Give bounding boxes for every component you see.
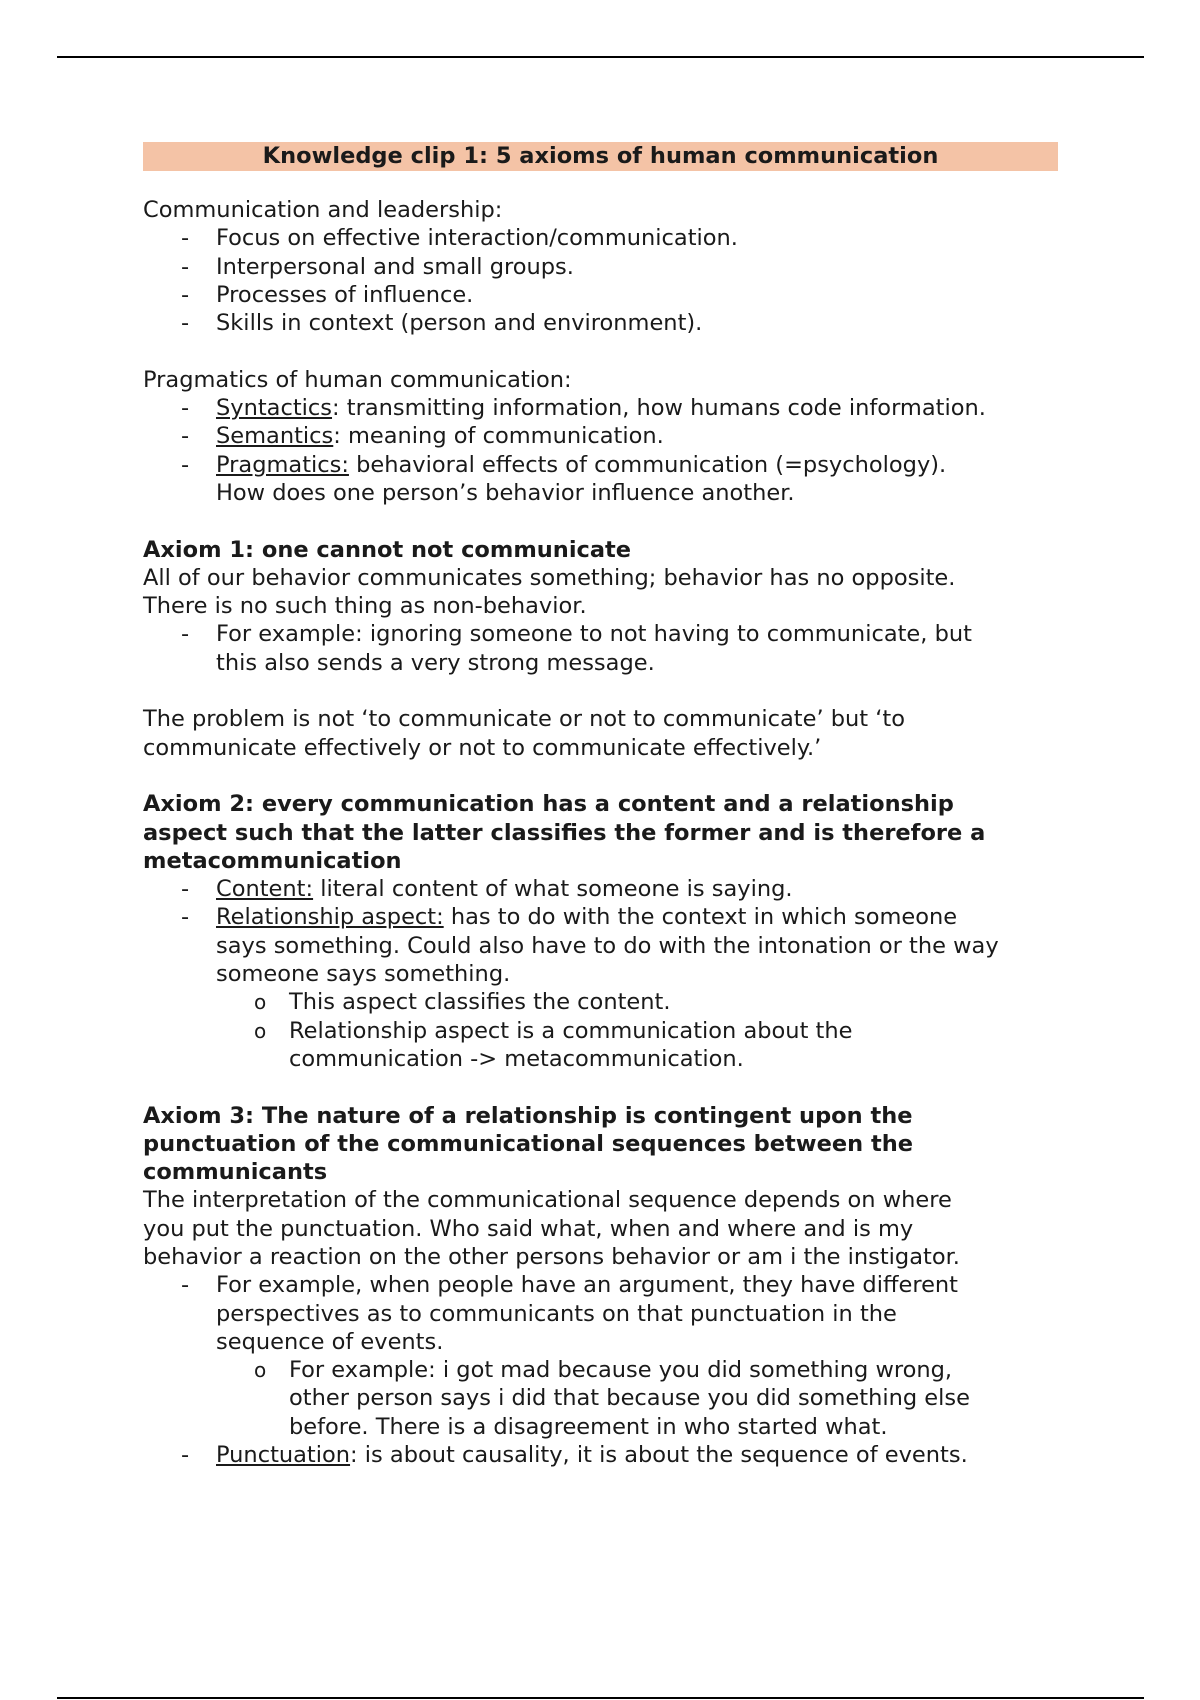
term: Relationship aspect:: [216, 904, 444, 931]
term: Punctuation: [216, 1442, 351, 1469]
term: Semantics: [216, 423, 334, 450]
axiom-2-heading: aspect such that the latter classifies the former and is therefore a: [143, 819, 986, 846]
axiom-2-heading: metacommunication: [143, 847, 402, 874]
paragraph-line: There is no such thing as non-behavior.: [143, 593, 587, 620]
bullet-list: [143, 394, 1058, 507]
section-heading: Communication and leadership:: [143, 197, 503, 223]
paragraph-line: communicate effectively or not to communicate effectively.’: [143, 734, 822, 761]
sub-list-item: [216, 1356, 1058, 1441]
sub-list-item-line: before. There is a disagreement in who started what.: [289, 1413, 888, 1440]
definition: has to do with the context in which someone: [443, 904, 958, 931]
list-item-line: For example: ignoring someone to not having to communicate, but: [216, 621, 972, 648]
bullet-list: [143, 1271, 1058, 1469]
definition: : meaning of communication.: [333, 423, 664, 450]
list-item: - Focus on effective interaction/communication.: [143, 224, 1058, 252]
bottom-rule: [57, 1697, 1144, 1699]
axiom-3-heading: communicants: [143, 1159, 328, 1186]
list-item-line: perspectives as to communicants on that punctuation in the: [216, 1300, 897, 1327]
list-item: [143, 1271, 1058, 1441]
definition-continued: says something. Could also have to do with the intonation or the way: [216, 932, 999, 959]
list-item-line: this also sends a very strong message.: [216, 649, 655, 676]
definition: : transmitting information, how humans code information.: [332, 395, 986, 422]
definition: literal content of what someone is saying.: [313, 876, 793, 903]
definition: behavioral effects of communication (=psychology).: [348, 451, 947, 478]
section-heading: Pragmatics of human communication:: [143, 366, 572, 393]
page-title: Knowledge clip 1: 5 axioms of human communication: [143, 142, 1058, 171]
list-item: [143, 422, 1058, 450]
bullet-list: [143, 224, 1058, 337]
definition-continued: How does one person’s behavior influence another.: [216, 479, 795, 506]
term: Syntactics: [216, 395, 333, 422]
paragraph-line: behavior a reaction on the other persons behavior or am i the instigator.: [143, 1243, 960, 1270]
list-item-line: sequence of events.: [216, 1328, 444, 1355]
paragraph-line: you put the punctuation. Who said what, when and where and is my: [143, 1215, 914, 1242]
list-item: [143, 620, 1058, 677]
axiom-1-heading: Axiom 1: one cannot not communicate: [143, 536, 632, 563]
list-item: - Interpersonal and small groups.: [143, 253, 1058, 281]
sub-list-item: o This aspect classifies the content.: [216, 988, 1058, 1016]
list-item: [143, 875, 1058, 903]
axiom-3-heading: punctuation of the communicational sequences between the: [143, 1130, 913, 1157]
sub-bullet-list: [143, 1356, 1058, 1441]
list-item: - Processes of influence.: [143, 281, 1058, 309]
sub-list-item-line: communication -> metacommunication.: [289, 1045, 744, 1072]
term: Content:: [216, 876, 314, 903]
sub-list-item-line: For example: i got mad because you did something wrong,: [289, 1357, 953, 1384]
sub-list-item: [216, 1017, 1058, 1074]
definition-continued: someone says something.: [216, 961, 511, 988]
list-item: [143, 1441, 1058, 1469]
sub-list-item-line: other person says i did that because you did something else: [289, 1385, 970, 1412]
list-item: [143, 451, 1058, 508]
list-item: - Skills in context (person and environment).: [143, 309, 1058, 337]
list-item: [143, 394, 1058, 422]
list-item-line: For example, when people have an argument, they have different: [216, 1272, 958, 1299]
axiom-2-heading: Axiom 2: every communication has a content and a relationship: [143, 791, 954, 818]
term: Pragmatics:: [216, 451, 349, 478]
paragraph-line: The problem is not ‘to communicate or not to communicate’ but ‘to: [143, 706, 906, 733]
definition: : is about causality, it is about the sequence of events.: [350, 1442, 968, 1469]
axiom-3-heading: Axiom 3: The nature of a relationship is contingent upon the: [143, 1102, 913, 1129]
document-body: [143, 142, 1058, 1469]
list-item: [143, 903, 1058, 1073]
bullet-list: [143, 875, 1058, 1073]
sub-list-item-line: Relationship aspect is a communication about the: [289, 1017, 853, 1044]
top-rule: [57, 56, 1144, 58]
paragraph-line: All of our behavior communicates something; behavior has no opposite.: [143, 564, 956, 591]
bullet-list: [143, 620, 1058, 677]
sub-bullet-list: [143, 988, 1058, 1073]
paragraph-line: The interpretation of the communicational sequence depends on where: [143, 1187, 952, 1214]
